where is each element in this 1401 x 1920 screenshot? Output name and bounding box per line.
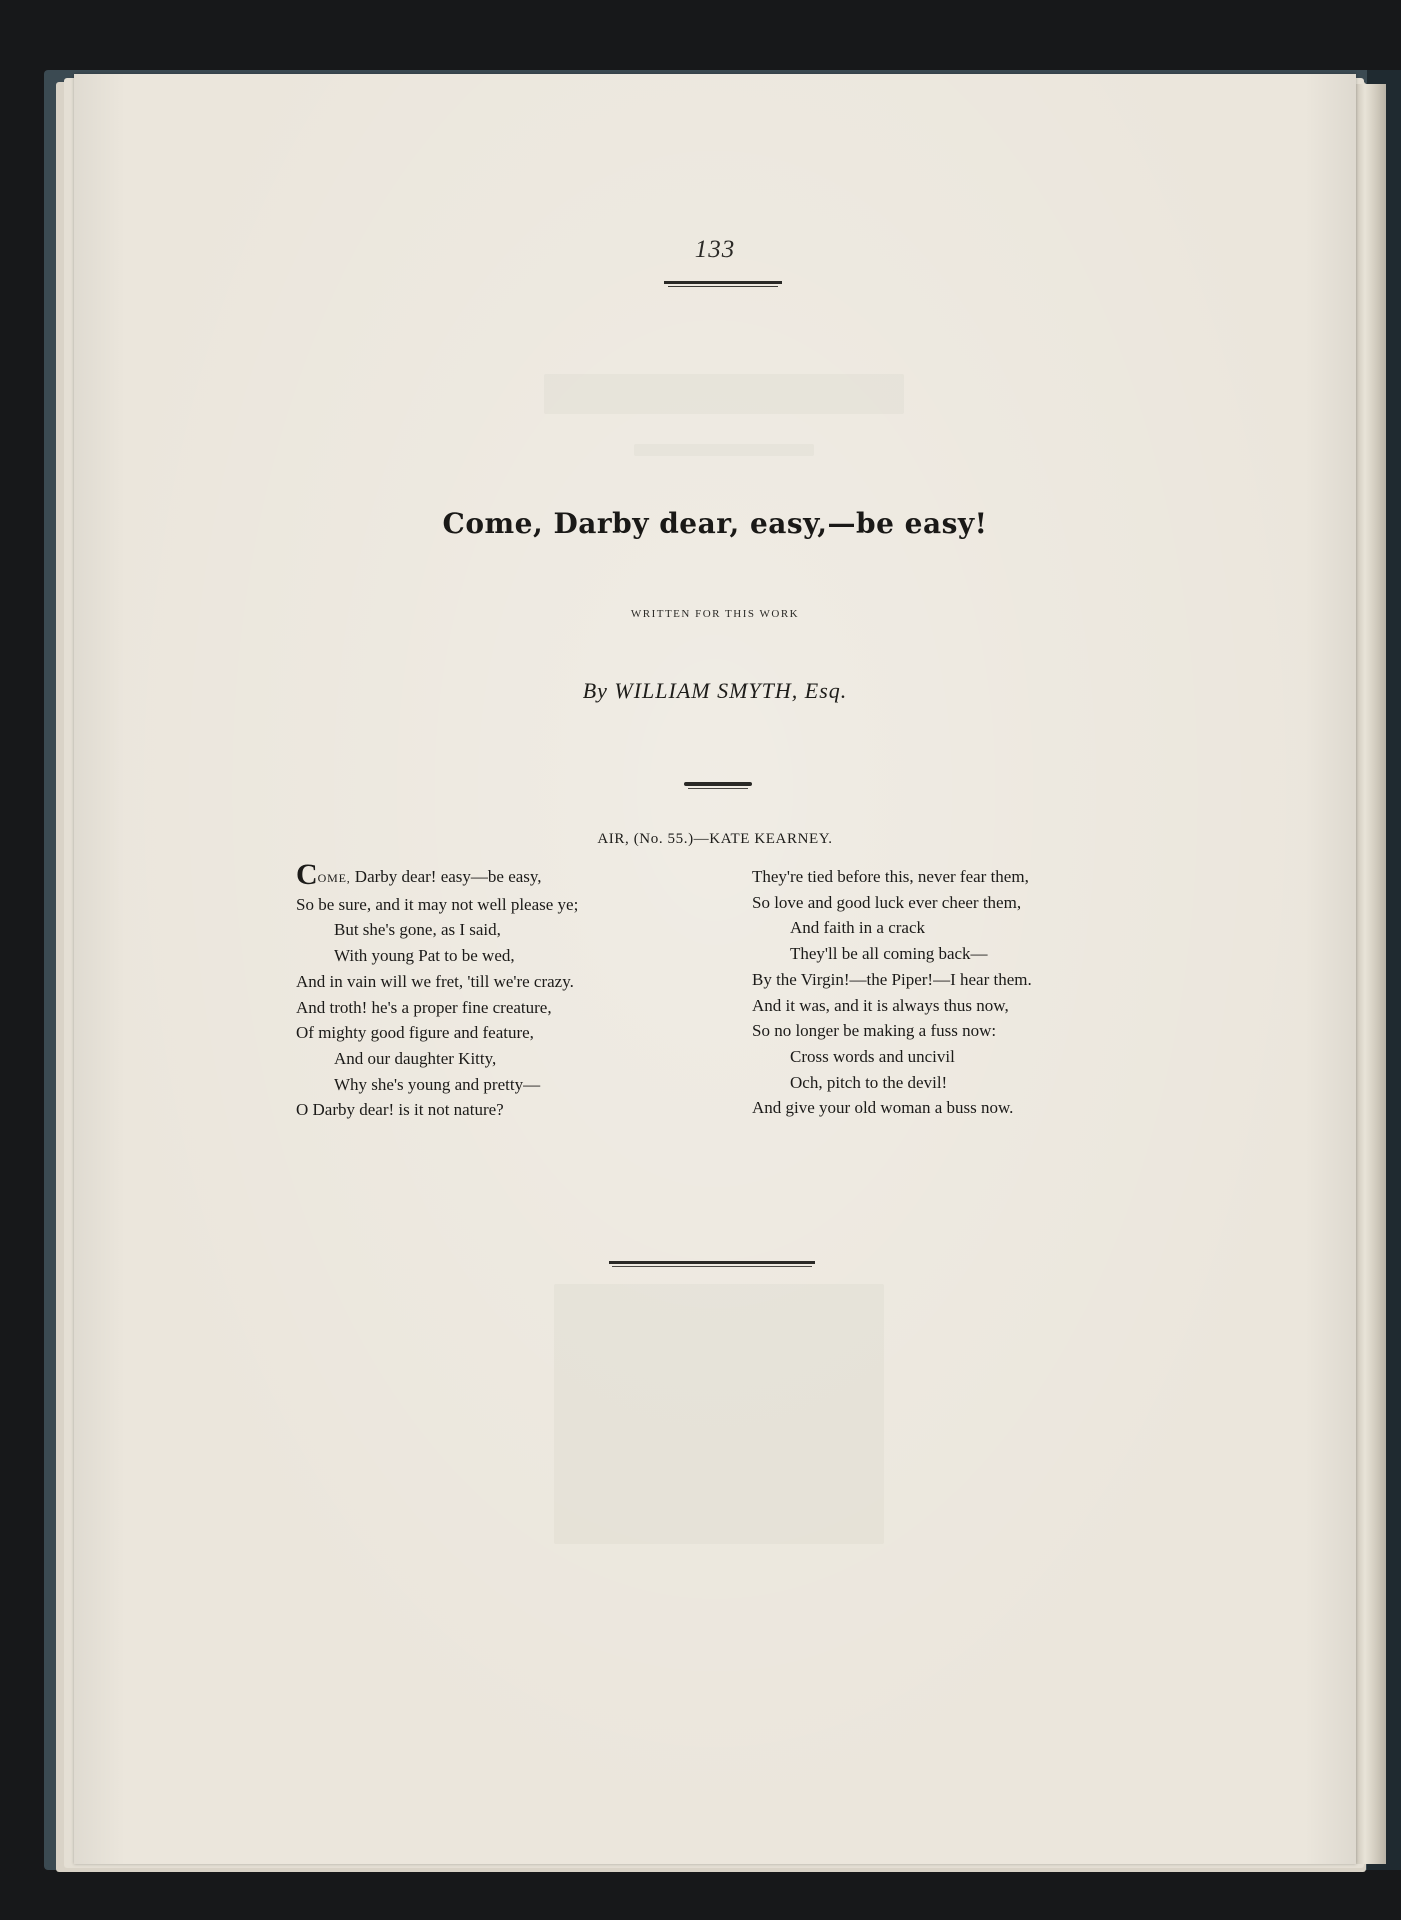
- page-number: 133: [694, 236, 736, 263]
- ornament-rule-thin: [688, 788, 748, 789]
- author-line: By WILLIAM SMYTH, Esq.: [582, 678, 848, 703]
- first-word-smallcaps: OME,: [317, 871, 351, 885]
- stanza-line: They'll be all coming back—: [790, 944, 988, 964]
- stanza-line: So love and good luck ever cheer them,: [752, 892, 1022, 912]
- show-through-shadow: [554, 1284, 884, 1544]
- stanza-line: With young Pat to be wed,: [334, 946, 515, 966]
- stanza-line: By the Virgin!—the Piper!—I hear them.: [752, 969, 1032, 989]
- show-through-shadow: [544, 374, 904, 414]
- ornament-rule: [684, 782, 752, 786]
- stanza-line: But she's gone, as I said,: [334, 920, 501, 940]
- stanza-line: And faith in a crack: [790, 918, 925, 938]
- stanza-left: [296, 858, 696, 1123]
- stanza-line: Of mighty good figure and feature,: [296, 1023, 534, 1043]
- air-line: AIR, (No. 55.)—KATE KEARNEY.: [597, 831, 833, 847]
- page-number-rule-thin: [668, 286, 778, 287]
- stanza-line: And in vain will we fret, 'till we're crazy.: [296, 971, 574, 991]
- first-line-rest: Darby dear! easy—be easy,: [350, 867, 542, 886]
- stanza-line: So no longer be making a fuss now:: [752, 1021, 997, 1041]
- drop-cap: C: [296, 858, 318, 891]
- stanza-line: And give your old woman a buss now.: [752, 1098, 1014, 1118]
- stanza-line: And it was, and it is always thus now,: [752, 995, 1009, 1015]
- book-page: [74, 74, 1356, 1864]
- show-through-shadow: [634, 444, 814, 456]
- written-for-line: WRITTEN FOR THIS WORK: [630, 608, 800, 620]
- stanza-line: O Darby dear! is it not nature?: [296, 1100, 504, 1120]
- stanza-right: [752, 864, 1172, 1121]
- stanza-line: They're tied before this, never fear them,: [752, 867, 1029, 886]
- stanza-line: Cross words and uncivil: [790, 1046, 955, 1066]
- page-number-rule: [664, 281, 782, 284]
- stanza-line: Och, pitch to the devil!: [790, 1072, 948, 1092]
- stanza-line: Why she's young and pretty—: [334, 1074, 541, 1094]
- stanza-line: [296, 858, 696, 892]
- stanza-line: So be sure, and it may not well please ye;: [296, 894, 579, 914]
- closing-rule-thin: [612, 1266, 812, 1267]
- closing-rule: [609, 1261, 815, 1264]
- stanza-line: And our daughter Kitty,: [334, 1048, 497, 1068]
- song-title: Come, Darby dear, easy,—be easy!: [442, 507, 988, 540]
- stanza-line: And troth! he's a proper fine creature,: [296, 997, 552, 1017]
- next-leaves-edge: [1356, 84, 1386, 1864]
